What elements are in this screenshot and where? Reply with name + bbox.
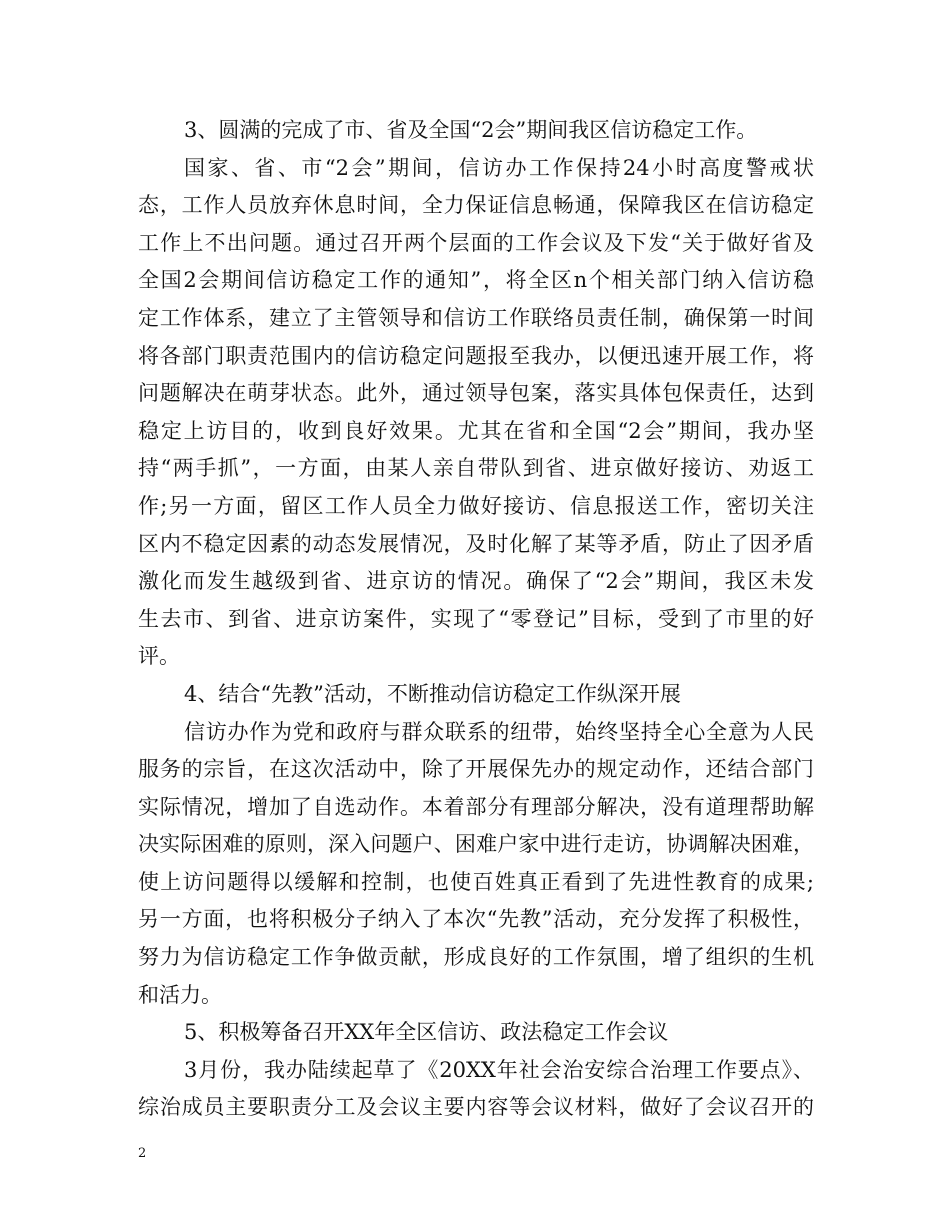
text-line: 定工作体系，建立了主管领导和信访工作联络员责任制，确保第一时间	[138, 305, 814, 330]
text-line: 国家、省、市“2会”期间，信访办工作保持24小时高度警戒状	[184, 155, 814, 180]
text-line: 全国2会期间信访稳定工作的通知”，将全区n个相关部门纳入信访稳	[138, 268, 814, 293]
text-line: 综治成员主要职责分工及会议主要内容等会议材料，做好了会议召开的	[138, 1095, 814, 1120]
text-line: 决实际困难的原则，深入问题户、困难户家中进行走访，协调解决困难，	[138, 832, 814, 857]
text-line: 态，工作人员放弃休息时间，全力保证信息畅通，保障我区在信访稳定	[138, 193, 814, 218]
text-line: 工作上不出问题。通过召开两个层面的工作会议及下发“关于做好省及	[138, 230, 814, 255]
text-line: 努力为信访稳定工作争做贡献，形成良好的工作氛围，增了组织的生机	[138, 945, 814, 970]
text-line: 另一方面，也将积极分子纳入了本次“先教”活动，充分发挥了积极性，	[138, 907, 814, 932]
text-line: 激化而发生越级到省、进京访的情况。确保了“2会”期间，我区未发	[138, 569, 814, 594]
text-line: 将各部门职责范围内的信访稳定问题报至我办，以便迅速开展工作，将	[138, 343, 814, 368]
document-body	[138, 112, 814, 1127]
text-line: 区内不稳定因素的动态发展情况，及时化解了某等矛盾，防止了因矛盾	[138, 531, 814, 556]
text-line: 3、圆满的完成了市、省及全国“2会”期间我区信访稳定工作。	[184, 118, 758, 142]
text-line: 信访办作为党和政府与群众联系的纽带，始终坚持全心全意为人民	[184, 719, 814, 744]
text-line: 5、积极筹备召开XX年全区信访、政法稳定工作会议	[184, 1020, 669, 1045]
text-line: 评。	[138, 644, 180, 669]
text-line: 稳定上访目的，收到良好效果。尤其在省和全国“2会”期间，我办坚	[138, 418, 814, 443]
text-line: 生去市、到省、进京访案件，实现了“零登记”目标，受到了市里的好	[138, 606, 814, 631]
text-line: 使上访问题得以缓解和控制，也使百姓真正看到了先进性教育的成果;	[138, 869, 814, 894]
text-line: 4、结合“先教”活动，不断推动信访稳定工作纵深开展	[184, 681, 681, 706]
text-line: 服务的宗旨，在这次活动中，除了开展保先办的规定动作，还结合部门	[138, 757, 814, 782]
text-line: 持“两手抓”，一方面，由某人亲自带队到省、进京做好接访、劝返工	[138, 456, 814, 481]
page-number: 2	[138, 1146, 147, 1161]
text-line: 作;另一方面，留区工作人员全力做好接访、信息报送工作，密切关注	[138, 493, 814, 518]
text-line: 和活力。	[138, 982, 222, 1007]
text-line: 3月份，我办陆续起草了《20XX年社会治安综合治理工作要点》、	[184, 1057, 814, 1082]
text-line: 实际情况，增加了自选动作。本着部分有理部分解决，没有道理帮助解	[138, 794, 814, 819]
text-line: 问题解决在萌芽状态。此外，通过领导包案，落实具体包保责任，达到	[138, 381, 814, 406]
